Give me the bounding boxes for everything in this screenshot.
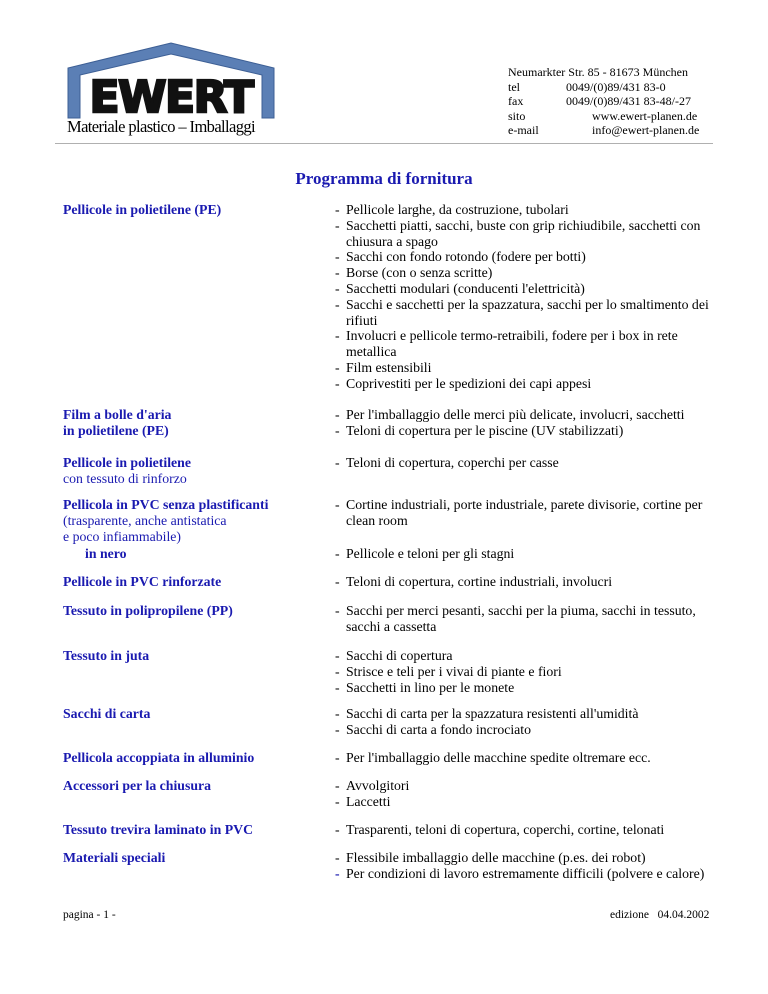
category-subline: (trasparente, anche antistatica (63, 512, 227, 528)
category-label (63, 497, 333, 544)
product-text: Laccetti (346, 793, 391, 809)
list-bullet: - (335, 375, 340, 391)
product-text: Sacchi di copertura (346, 648, 453, 663)
product-text: Sacchi di carta per la spazzatura resistenti all'umidità (346, 706, 639, 721)
category-label (63, 546, 333, 562)
header-divider (55, 143, 713, 144)
product-item (335, 850, 730, 866)
contact-value: 0049/(0)89/431 83-0 (566, 79, 666, 94)
list-bullet: - (335, 706, 340, 721)
category-line: Materiali speciali (63, 850, 166, 865)
product-item (335, 866, 730, 882)
product-item (335, 574, 730, 590)
category-line: Tessuto in juta (63, 648, 150, 663)
list-bullet: - (335, 497, 340, 512)
product-item (335, 680, 730, 696)
product-item (335, 360, 730, 376)
product-text: Cortine industriali, porte industriale, parete divisorie, cortine per clean room (346, 497, 703, 528)
product-list (335, 648, 730, 695)
category-line: Pellicole in polietilene (PE) (63, 202, 222, 217)
product-text: Sacchi di carta a fondo incrociato (346, 721, 532, 737)
product-item (335, 706, 730, 722)
list-bullet: - (335, 265, 340, 281)
contact-value: Neumarkter Str. 85 - 81673 München (508, 65, 688, 79)
product-item (335, 281, 730, 297)
product-item (335, 407, 730, 423)
product-list (335, 407, 730, 439)
product-list (335, 850, 730, 882)
list-bullet: - (335, 574, 340, 589)
category-label (63, 706, 333, 722)
list-bullet: - (335, 750, 340, 765)
category-line: Accessori per la chiusura (63, 778, 212, 793)
category-label (63, 822, 333, 838)
product-item (335, 648, 730, 664)
product-text: Coprivestiti per le spedizioni dei capi appesi (346, 375, 592, 391)
product-text: Trasparenti, teloni di copertura, coperchi, cortine, telonati (346, 822, 665, 837)
category-line: Pellicola accoppiata in alluminio (63, 750, 255, 765)
list-bullet: - (335, 422, 340, 438)
contact-block (508, 65, 708, 138)
product-item (335, 722, 730, 738)
edition-label: edizione (610, 909, 649, 921)
product-text: Involucri e pellicole termo-retraibili, fodere per i box in rete metallica (346, 328, 678, 360)
product-item (335, 328, 730, 360)
category-label (63, 455, 333, 487)
contact-row (508, 123, 708, 138)
product-item (335, 778, 730, 794)
product-text: Per condizioni di lavoro estremamente difficili (polvere e calore) (346, 865, 705, 881)
product-list (335, 822, 730, 838)
category-label (63, 750, 333, 766)
list-bullet: - (335, 648, 340, 663)
list-bullet: - (335, 359, 340, 375)
product-text: Strisce e teli per i vivai di piante e fiori (346, 663, 562, 679)
product-text: Pellicole larghe, da costruzione, tubolari (346, 202, 569, 217)
list-bullet: - (335, 850, 340, 865)
product-item (335, 297, 730, 329)
product-item (335, 664, 730, 680)
contact-row (508, 80, 708, 95)
product-item (335, 218, 730, 250)
product-list (335, 497, 730, 529)
product-item (335, 249, 730, 265)
list-bullet: - (335, 546, 340, 561)
list-bullet: - (335, 202, 340, 217)
list-bullet: - (335, 793, 340, 809)
product-item (335, 455, 730, 471)
contact-row (508, 94, 708, 109)
product-item (335, 794, 730, 810)
product-list (335, 202, 730, 392)
product-text: Per l'imballaggio delle macchine spedite oltremare ecc. (346, 750, 651, 765)
category-line: Pellicola in PVC senza plastificanti (63, 497, 269, 512)
list-bullet: - (335, 328, 340, 344)
list-bullet: - (335, 455, 340, 470)
product-item (335, 497, 730, 529)
product-text: Teloni di copertura per le piscine (UV stabilizzati) (346, 422, 624, 438)
product-item (335, 202, 730, 218)
logo-brand-text: EWERT (89, 72, 253, 120)
product-list (335, 750, 730, 766)
product-text: Sacchi e sacchetti per la spazzatura, sacchi per lo smaltimento dei rifiuti (346, 296, 709, 328)
category-label (63, 603, 333, 619)
product-list (335, 603, 730, 635)
list-bullet: - (335, 721, 340, 737)
category-label (63, 202, 333, 218)
product-text: Teloni di copertura, coperchi per casse (346, 455, 559, 470)
company-logo (64, 40, 279, 140)
product-list (335, 546, 730, 562)
product-text: Avvolgitori (346, 778, 410, 793)
product-item (335, 265, 730, 281)
product-text: Sacchetti piatti, sacchi, buste con grip richiudibile, sacchetti con chiusura a spago (346, 217, 701, 249)
list-bullet: - (335, 603, 340, 618)
category-subline: con tessuto di rinforzo (63, 470, 187, 486)
product-item (335, 546, 730, 562)
list-bullet: - (335, 822, 340, 837)
product-text: Sacchetti modulari (conducenti l'elettricità) (346, 280, 585, 296)
category-line: Tessuto in polipropilene (PP) (63, 603, 233, 618)
contact-value: 0049/(0)89/431 83-48/-27 (566, 94, 691, 109)
category-label (63, 778, 333, 794)
product-list (335, 455, 730, 471)
list-bullet: - (335, 679, 340, 695)
product-text: Pellicole e teloni per gli stagni (346, 546, 515, 561)
category-line: Film a bolle d'aria (63, 407, 172, 422)
contact-label: fax (508, 94, 524, 109)
contact-row (508, 109, 708, 124)
page-number: pagina - 1 - (63, 909, 116, 921)
edition-info (610, 909, 709, 921)
logo-tagline: Materiale plastico – Imballaggi (67, 117, 256, 136)
contact-value[interactable]: info@ewert-planen.de (592, 123, 700, 138)
product-list (335, 778, 730, 810)
contact-label: sito (508, 108, 526, 123)
product-text: Film estensibili (346, 359, 432, 375)
category-line: in polietilene (PE) (63, 422, 169, 438)
category-line: Tessuto trevira laminato in PVC (63, 822, 254, 837)
logo-house-frame (64, 40, 279, 120)
product-text: Sacchi con fondo rotondo (fodere per botti) (346, 249, 586, 265)
contact-row (508, 65, 708, 80)
product-text: Flessibile imballaggio delle macchine (p.es. dei robot) (346, 850, 646, 865)
category-line: Pellicole in PVC rinforzate (63, 574, 222, 589)
category-label (63, 850, 333, 866)
category-label (63, 648, 333, 664)
product-item (335, 423, 730, 439)
product-item (335, 822, 730, 838)
page-title: Programma di fornitura (295, 169, 473, 188)
product-text: Sacchi per merci pesanti, sacchi per la piuma, sacchi in tessuto, sacchi a cassetta (346, 603, 696, 634)
list-bullet: - (335, 865, 340, 881)
list-bullet: - (335, 280, 340, 296)
edition-date: 04.04.2002 (657, 909, 710, 921)
product-item (335, 376, 730, 392)
category-subline: e poco infiammabile) (63, 528, 181, 544)
list-bullet: - (335, 296, 340, 312)
product-item (335, 750, 730, 766)
list-bullet: - (335, 249, 340, 265)
contact-value[interactable]: www.ewert-planen.de (592, 108, 698, 123)
list-bullet: - (335, 778, 340, 793)
list-bullet: - (335, 407, 340, 422)
category-line: Pellicole in polietilene (63, 455, 191, 470)
product-text: Sacchetti in lino per le monete (346, 679, 515, 695)
product-list (335, 706, 730, 738)
product-text: Per l'imballaggio delle merci più delicate, involucri, sacchetti (346, 407, 685, 422)
category-line: Sacchi di carta (63, 706, 151, 721)
list-bullet: - (335, 663, 340, 679)
product-text: Borse (con o senza scritte) (346, 265, 493, 281)
category-label (63, 574, 333, 590)
contact-label: e-mail (508, 123, 539, 138)
product-text: Teloni di copertura, cortine industriali, involucri (346, 574, 613, 589)
product-list (335, 574, 730, 590)
product-item (335, 603, 730, 635)
contact-label: tel (508, 79, 520, 94)
category-label (63, 407, 333, 439)
category-variant: in nero (85, 546, 127, 561)
list-bullet: - (335, 217, 340, 233)
